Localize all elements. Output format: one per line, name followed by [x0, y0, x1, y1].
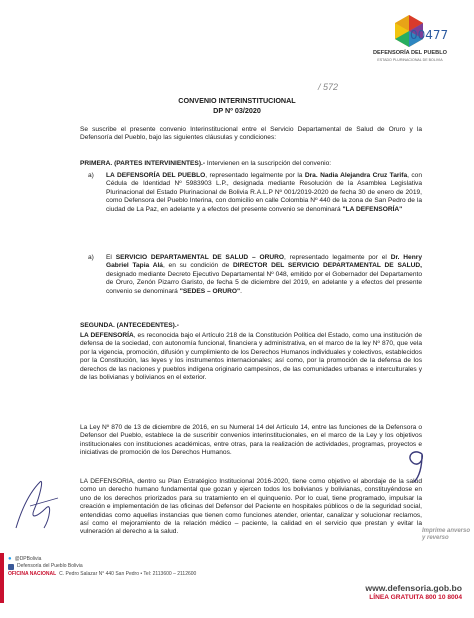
- party-b-alias: "SEDES – ORURO": [179, 287, 241, 295]
- facebook-icon: [8, 564, 14, 570]
- party-b-text: , representado legalmente por el: [284, 254, 391, 261]
- initials-right: [402, 446, 430, 486]
- party-a-paragraph: [106, 172, 422, 214]
- party-a-text: , representado legalmente por la: [205, 172, 305, 179]
- clause-second-text: , es reconocida bajo el Artículo 218 de la Constitución Política del Estado, como una institución de defensa de la sociedad, con autonomía funcional, financiera y administrativa, en el marco de la ley Nº 870, que vela por la vigencia, promoción, difusión y cumplimiento de los Derechos Humanos individuales y colectivos, establecidos por la Constitución, las leyes y los instrumentos internacionales; así como, por la promoción de la defensa de los derechos de las naciones y pueblos indígena originario campesinos, de las comunidades urbanas e interculturales y de las bolivianas y bolivianos en el exterior.: [80, 332, 422, 382]
- signature-left: [10, 470, 72, 540]
- party-b-label: a): [88, 254, 94, 261]
- office-address: C. Pedro Salazar N° 440 San Pedro • Tel: 2113600 – 2112600: [59, 570, 197, 577]
- party-b-representative: Dr. Henry Gabriel Tapia Alá: [106, 254, 422, 270]
- facebook-row: [8, 563, 196, 570]
- law-paragraph: La Ley Nº 870 de 13 de diciembre de 2016, en su Numeral 14 del Artículo 14, entre las funciones de la Defensora o Defensor del Pueblo, establece la de suscribir convenios interinstitucionales, en el marco de la Ley y los objetivos institucionales con instituciones académicas, entre otras, para la realización de actividades, programas, proyectos e iniciativas de promoción de los Derechos Humanos.: [80, 424, 422, 457]
- document-number: DP Nº 03/2020: [213, 106, 261, 115]
- party-a-name: LA DEFENSORÍA DEL PUEBLO: [106, 172, 206, 179]
- twitter-icon: ●: [8, 556, 12, 562]
- logo-org-name: DEFENSORÍA DEL PUEBLO: [373, 50, 447, 56]
- party-b-role-prefix: , en su condición de: [162, 262, 234, 270]
- intro-paragraph: Se suscribe el presente convenio Interinstitucional entre el Servicio Departamental de Salud de Oruro y la Defensoría del Pueblo, bajo las siguientes cláusulas y condiciones:: [80, 126, 422, 142]
- party-b-role: DIRECTOR DEL SERVICIO DEPARTAMENTAL DE SALUD,: [233, 262, 422, 270]
- website-link[interactable]: www.defensoria.gob.bo: [365, 583, 462, 593]
- defensoria-logo: [360, 12, 460, 74]
- clause-second-subject: LA DEFENSORÍA: [80, 332, 134, 339]
- facebook-name[interactable]: Defensoría del Pueblo Bolivia: [17, 563, 83, 570]
- party-a-label: a): [88, 172, 94, 179]
- party-b-paragraph: [106, 254, 422, 296]
- print-note: Imprime anverso y reverso: [422, 528, 471, 541]
- twitter-row: [8, 556, 196, 563]
- party-a-details: , con Cédula de Identidad Nº 5983903 L.P., designada mediante Resolución de la Asamblea Legislativa Plurinacional del Estado Plurinacional de Bolivia R.A.L.P Nº 001/2019-2020 de fecha 30 de enero de 2019, como Defensora del Pueblo Interina, con domicilio en calle Colombia Nº 440 de la zona de San Pedro de la ciudad de La Paz, en adelante y a efectos del presente convenio se denominará: [106, 172, 422, 213]
- clause-second-heading: SEGUNDA. (ANTECEDENTES).-: [80, 322, 179, 329]
- twitter-handle[interactable]: @DPBolivia: [14, 556, 42, 562]
- clause-first-heading: PRIMERA. (PARTES INTERVINIENTES).-: [80, 160, 206, 167]
- footer-contact: [8, 556, 196, 578]
- party-a-alias: "LA DEFENSORÍA": [342, 205, 403, 213]
- clause-first: [80, 160, 422, 168]
- party-b-name: SERVICIO DEPARTAMENTAL DE SALUD – ORURO: [115, 254, 284, 261]
- hotline: LÍNEA GRATUITA 800 10 8004: [369, 594, 462, 601]
- logo-tagline: ESTADO PLURINACIONAL DE BOLIVIA: [377, 58, 443, 62]
- plan-paragraph: LA DEFENSORIA, dentro su Plan Estratégico Institucional 2016-2020, tiene como objetivo el abordaje de la salud como un derecho humano fundamental que gozan y ejercen todos los bolivianos y bolivianas, constituyéndose en uno de los derechos priorizados para su tratamiento en el quinquenio. Por lo cual, tiene programado, impulsar la creación e implementación de las oficinas del Defensor del Paciente en hospitales públicos o de la seguridad social, entendidas como aquellas instancias que tienen como funciones atender, orientar, canalizar y solucionar reclamos, así como el mejoramiento de la relación médico – paciente, la calidad en el servicio que prestan y evitar la vulneración al derecho a la salud.: [80, 478, 422, 536]
- document-title: CONVENIO INTERINSTITUCIONAL: [178, 96, 296, 105]
- party-b-details: designado mediante Decreto Ejecutivo Departamental Nº 048, emitido por el Gobernador del Departamento de Oruro, Zenón Pizarro Garisto, de fecha 5 de diciembre del 2019, en adelante y a efectos del presente convenio se denominará: [106, 270, 422, 295]
- party-b-prefix: El: [106, 254, 116, 261]
- office-label: OFICINA NACIONAL: [8, 570, 57, 577]
- office-row: [8, 571, 196, 578]
- stamp-number: 00477: [410, 28, 449, 42]
- handwritten-mark: / 572: [318, 82, 339, 92]
- footer-right: [365, 583, 462, 601]
- party-a-representative: Dra. Nadia Alejandra Cruz Tarifa: [304, 172, 408, 179]
- clause-second-paragraph: [80, 332, 422, 382]
- clause-first-text: Intervienen en la suscripción del convenio:: [205, 160, 332, 167]
- footer-accent-stripe: [0, 553, 4, 603]
- party-b-suffix: .: [240, 287, 243, 295]
